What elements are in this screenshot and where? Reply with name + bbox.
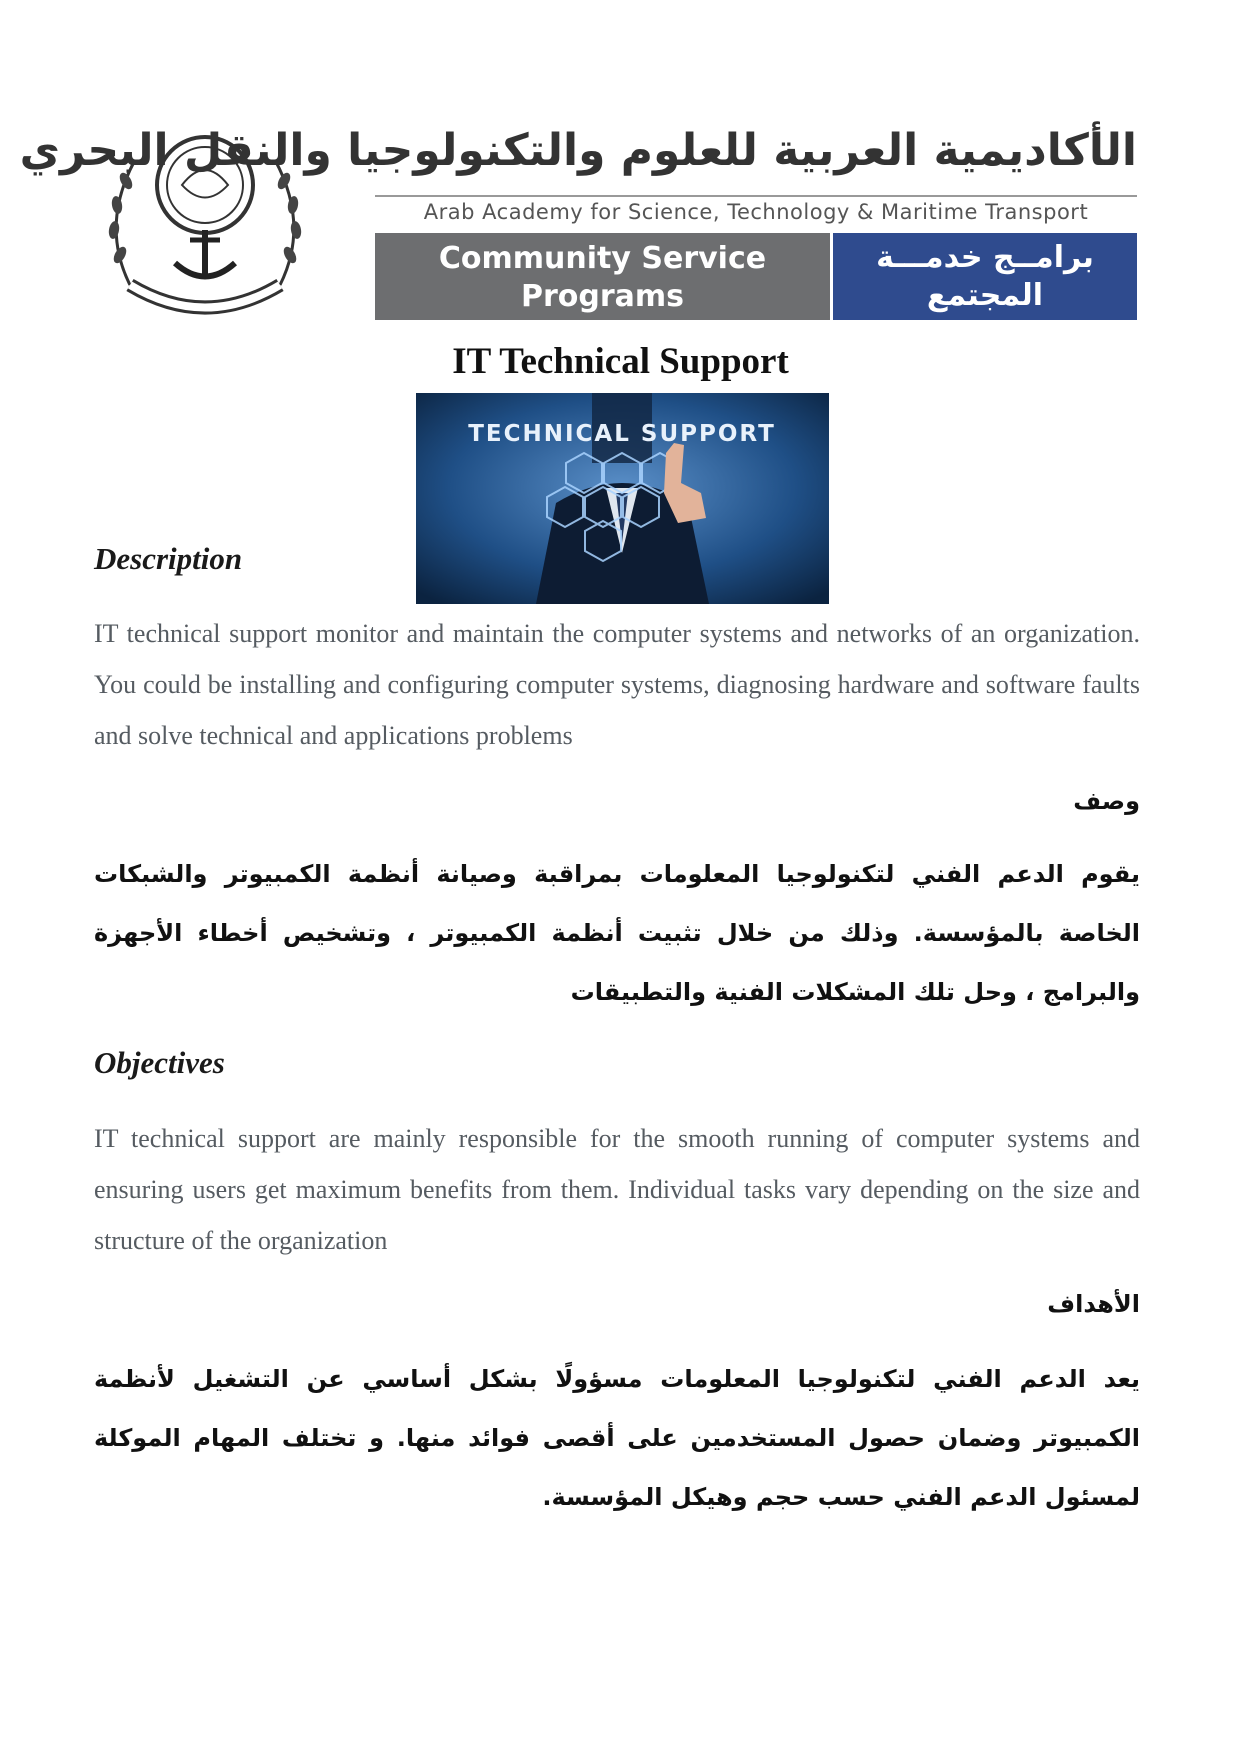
band-arabic-line-2: و التعليم المستمر (854, 316, 1116, 351)
technical-support-photo (416, 393, 829, 604)
photo-caption: TECHNICAL SUPPORT (468, 421, 776, 447)
description-heading: Description (94, 541, 243, 576)
band-english-line-2: & Continuing Education (402, 317, 803, 352)
band-arabic-line-1: برامــج خدمـــة المجتمع (876, 240, 1094, 313)
academy-english-name: Arab Academy for Science, Technology & Maritime Transport (423, 200, 1089, 224)
description-arabic-text: يقوم الدعم الفني لتكنولوجيا المعلومات بمراقبة وصيانة أنظمة الكمبيوتر والشبكات الخاصة بالمؤسسة. وذلك من خلال تثبيت أنظمة الكمبيوتر ، وتشخيص أخطاء الأجهزة والبرامج ، وحل تلك المشكلات الفنية والتطبيقات (94, 860, 1140, 1006)
description-arabic-heading: وصف (1073, 787, 1140, 815)
description-text: IT technical support monitor and maintain the computer systems and networks of an organization. You could be installing and configuring computer systems, diagnosing hardware and software faults and solve technical and applications problems (94, 619, 1140, 750)
objectives-arabic-heading: الأهداف (1047, 1290, 1140, 1318)
academy-arabic-name: الأكاديمية العربية للعلوم والتكنولوجيا والنقل البحري (19, 125, 1137, 176)
objectives-text: IT technical support are mainly responsible for the smooth running of computer systems and ensuring users get maximum benefits from them. Individual tasks vary depending on the size and structure of the organization (94, 1124, 1140, 1255)
objectives-arabic-text: يعد الدعم الفني لتكنولوجيا المعلومات مسؤولًا بشكل أساسي عن التشغيل لأنظمة الكمبيوتر وضمان حصول المستخدمين على أقصى فوائد منها. و تختلف المهام الموكلة لمسئول الدعم الفني حسب حجم وهيكل المؤسسة. (94, 1365, 1140, 1511)
program-band-arabic (833, 233, 1137, 351)
document-title: IT Technical Support (452, 341, 789, 382)
program-band-english (375, 233, 830, 352)
header-divider (375, 195, 1137, 197)
objectives-heading: Objectives (94, 1045, 225, 1080)
band-english-line-1: Community Service Programs (438, 241, 767, 314)
